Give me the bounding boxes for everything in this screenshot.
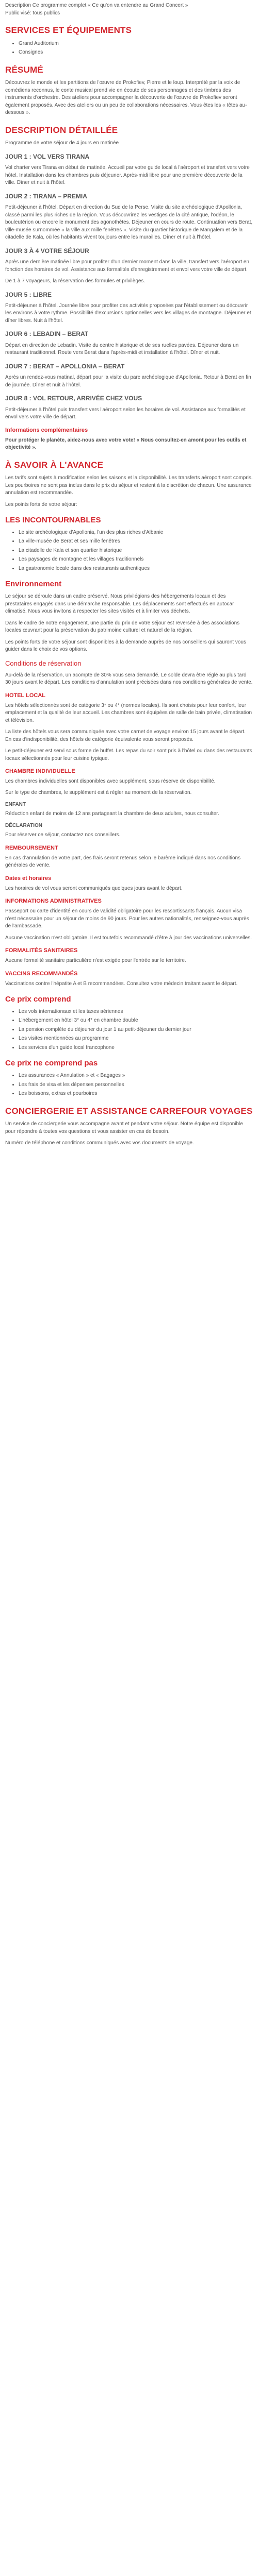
intro-line: Description Ce programme complet « Ce qu'on va entendre au Grand Concert » xyxy=(5,3,188,8)
assistance-text: Un service de conciergerie vous accompagne avant et pendant votre séjour. Notre équipe est disponible pour répondre à toutes vos questions et vous assister en cas de besoin. xyxy=(5,1121,243,1134)
services-list xyxy=(5,40,253,57)
inclus-text: Les points forts de votre séjour: xyxy=(5,501,77,507)
heures-text: Les horaires de vol vous seront communiqués quelques jours avant le départ. xyxy=(5,885,183,891)
day-title: JOUR 5 : LIBRE xyxy=(5,291,52,298)
intro xyxy=(5,2,253,17)
environnement-text: Les points forts de votre séjour sont disponibles à la demande auprès de nos conseillers qui sauront vous guider dans le choix de vos options. xyxy=(5,639,246,653)
list-item: • Les boissons, extras et pourboires xyxy=(19,1090,253,1098)
list-item: • La gastronomie locale dans des restaurants authentiques xyxy=(19,565,253,573)
assistance-title: CONCIERGERIE ET ASSISTANCE CARREFOUR VOYAGES xyxy=(5,1106,253,1116)
list-item: • Les frais de visa et les dépenses personnelles xyxy=(19,1081,253,1089)
note-text: Pour protéger le planète, aidez-nous avec votre vote! « Nous consultez-en amont pour les outils et objectivité ». xyxy=(5,437,247,451)
informations-text: Aucune vaccination n'est obligatoire. Il est toutefois recommandé d'être à jour des vaccinations universelles. xyxy=(5,935,252,941)
inclus-text: Les tarifs sont sujets à modification selon les saisons et la disponibilité. Les transferts aéroport sont compris. Les pourboires ne sont pas inclus dans le prix du séjour et restent à la discrétion de chacun. Une assurance annulation est recommandée. xyxy=(5,475,253,496)
page-content xyxy=(5,2,253,1147)
list-item: • Les paysages de montagne et les villages traditionnels xyxy=(19,556,253,564)
environnement-title: Environnement xyxy=(5,580,62,589)
list-item: • Le site archéologique d'Apollonia, l'un des plus riches d'Albanie xyxy=(19,529,253,537)
note-title: Informations complémentaires xyxy=(5,427,88,433)
incontournables-title: LES INCONTOURNABLES xyxy=(5,516,101,525)
day-title: JOUR 1 : VOL VERS TIRANA xyxy=(5,152,90,160)
day-title: JOUR 3 À 4 VOTRE SÉJOUR xyxy=(5,247,89,255)
list-item: • Les vols internationaux et les taxes aériennes xyxy=(19,1008,253,1016)
resume-title: RÉSUMÉ xyxy=(5,64,43,75)
day-text: Vol charter vers Tirana en début de matinée. Accueil par votre guide local à l'aéroport et transfert vers votre hôtel. Installation dans les chambres puis déjeuner. Après-midi libre pour une première découverte de la ville. Dîner et nuit à l'hôtel. xyxy=(5,165,250,186)
list-item: • Grand Auditorium xyxy=(19,40,253,48)
vaccins-text: Vaccinations contre l'hépatite A et B recommandées. Consultez votre médecin traitant avant le départ. xyxy=(5,980,238,987)
remboursement-title: REMBOURSEMENT xyxy=(5,844,58,851)
formalites-text: Aucune formalité sanitaire particulière n'est exigée pour l'entrée sur le territoire. xyxy=(5,958,186,964)
list-item: • L'hébergement en hôtel 3* ou 4* en chambre double xyxy=(19,1017,253,1025)
incontournables-list xyxy=(5,529,253,573)
day-title: JOUR 2 : TIRANA – PREMIA xyxy=(5,192,87,200)
remboursement-text: En cas d'annulation de votre part, des frais seront retenus selon le barème indiqué dans nos conditions générales de vente. xyxy=(5,855,241,869)
day-text: Départ en direction de Lebadin. Visite du centre historique et de ses ruelles pavées. Déjeuner dans un restaurant traditionnel. Route vers Berat dans l'après-midi et installation à l'hôtel. Dîner et nuit. xyxy=(5,342,239,356)
chambre-text: Sur le type de chambres, le supplément est à régler au moment de la réservation. xyxy=(5,790,192,796)
day-text: Après une dernière matinée libre pour profiter d'un dernier moment dans la ville, transfert vers l'aéroport en fonction des horaires de vol. Assistance aux formalités d'enregistrement et envol vers votre ville de départ. xyxy=(5,259,249,273)
day-title: JOUR 7 : BERAT – APOLLONIA – BERAT xyxy=(5,362,125,370)
day-text: Après un rendez-vous matinal, départ pour la visite du parc archéologique d'Apollonia. Retour à Berat en fin de journée. Dîner et nuit à l'hôtel. xyxy=(5,375,251,388)
day-text: De 1 à 7 voyageurs, la réservation des formules et privilèges. xyxy=(5,278,146,284)
list-item: • Les assurances « Annulation » et « Bagages » xyxy=(19,1072,253,1080)
logistique-title: Conditions de réservation xyxy=(5,659,82,667)
formalites-title: FORMALITÉS SANITAIRES xyxy=(5,947,78,954)
chambre-title: CHAMBRE INDIVIDUELLE xyxy=(5,768,75,775)
logistique-text: Au-delà de la réservation, un acompte de 30% vous sera demandé. Le solde devra être réglé au plus tard 30 jours avant le départ. Les conditions d'annulation sont précisées dans nos conditions générales de vente. xyxy=(5,672,253,686)
assistance-text: Numéro de téléphone et conditions communiqués avec vos documents de voyage. xyxy=(5,1140,194,1146)
vaccins-title: VACCINS RECOMMANDÉS xyxy=(5,970,78,977)
resume-text: Découvrez le monde et les partitions de l'œuvre de Prokofiev, Pierre et le loup. Interprété par la voix de comédiens reconnus, le conte musical prend vie en écoute de ses personnages et des timbres des instruments d'orchestre. Des ateliers pour accompagner la découverte de l'œuvre de Prokofiev seront également proposés. Avec des ateliers ou un peu de collaborations nécessaires. Vous êtes les « têtes au-dessous ». xyxy=(5,80,247,116)
list-item: • La pension complète du déjeuner du jour 1 au petit-déjeuner du dernier jour xyxy=(19,1026,253,1034)
day-title: JOUR 6 : LEBADIN – BERAT xyxy=(5,330,89,338)
informations-title: INFORMATIONS ADMINISTRATIVES xyxy=(5,898,102,905)
chambre-text: Les chambres individuelles sont disponibles avec supplément, sous réserve de disponibilité. xyxy=(5,778,216,784)
heures-title: Dates et horaires xyxy=(5,875,52,882)
day-title: JOUR 8 : VOL RETOUR, ARRIVÉE CHEZ VOUS xyxy=(5,395,142,402)
services-title: SERVICES ET ÉQUIPEMENTS xyxy=(5,25,132,35)
hotel-title: HOTEL LOCAL xyxy=(5,692,46,699)
hotel-text: Le petit-déjeuner est servi sous forme de buffet. Les repas du soir sont pris à l'hôtel ou dans des restaurants locaux sélectionnés pour leur cuisine typique. xyxy=(5,748,252,761)
environnement-text: Le séjour se déroule dans un cadre préservé. Nous privilégions des hébergements locaux et des prestataires engagés dans une démarche responsable. Les déplacements sont effectués en autocar climatisé. Nous vous invitons à respecter les sites visités et à limiter vos déchets. xyxy=(5,594,234,615)
enfant-label: ENFANT xyxy=(5,801,26,807)
prix-comprend-list xyxy=(5,1008,253,1052)
declaration-text: Pour réserver ce séjour, contactez nos conseillers. xyxy=(5,832,121,838)
day-text: Petit-déjeuner à l'hôtel. Départ en direction du Sud de la Perse. Visite du site archéologique d'Apollonia, classé parmi les plus riches de la région. Vous découvrirez les vestiges de la cité antique, l'odéon, le bouleutérion ou encore le monument des agonothètes. Déjeuner en cours de route. Continuation vers Berat, ville-musée surnommée « la ville aux mille fenêtres ». Visite du quartier historique de Mangalem et de la citadelle de Kala, où les habitants vivent toujours entre les murailles. Dîner et nuit à l'hôtel. xyxy=(5,205,253,241)
prix-comprend-title: Ce prix comprend xyxy=(5,995,71,1004)
declaration-label: DÉCLARATION xyxy=(5,822,43,828)
list-item: • La ville-musée de Berat et ses mille fenêtres xyxy=(19,538,253,546)
informations-text: Passeport ou carte d'identité en cours de validité obligatoire pour les ressortissants français. Aucun visa n'est nécessaire pour un séjour de moins de 90 jours. Pour les autres nationalités, renseignez-vous auprès de l'ambassade. xyxy=(5,908,249,929)
prix-ne-comprend-list xyxy=(5,1072,253,1098)
environnement-text: Dans le cadre de notre engagement, une partie du prix de votre séjour est reversée à des associations locales œuvrant pour la préservation du patrimoine culturel et naturel de la région. xyxy=(5,620,240,634)
programme-intro: Programme de votre séjour de 4 jours en matinée xyxy=(5,140,119,146)
inclus-title: À SAVOIR À L'AVANCE xyxy=(5,460,104,470)
hotel-text: Les hôtels sélectionnés sont de catégorie 3* ou 4* (normes locales). Ils sont choisis pour leur confort, leur emplacement et la qualité de leur accueil. Les chambres sont équipées de salle de bain privée, climatisation et télévision. xyxy=(5,702,252,723)
day-text: Petit-déjeuner à l'hôtel. Journée libre pour profiter des activités proposées par l'établissement ou découvrir les environs à votre rythme. Possibilité d'excursions optionnelles vers les villages de montagne. Déjeuner et dîner libres. Nuit à l'hôtel. xyxy=(5,302,251,324)
day-text: Petit-déjeuner à l'hôtel puis transfert vers l'aéroport selon les horaires de vol. Assistance aux formalités et envol vers votre ville de départ. xyxy=(5,406,246,420)
list-item: • Les visites mentionnées au programme xyxy=(19,1035,253,1043)
description-title: DESCRIPTION DÉTAILLÉE xyxy=(5,125,118,135)
list-item: • Consignes xyxy=(19,49,253,57)
list-item: • Les services d'un guide local francophone xyxy=(19,1044,253,1052)
hotel-text: La liste des hôtels vous sera communiquée avec votre carnet de voyage environ 15 jours avant le départ. En cas d'indisponibilité, des hôtels de catégorie équivalente vous seront proposés. xyxy=(5,729,246,742)
list-item: • La citadelle de Kala et son quartier historique xyxy=(19,547,253,555)
prix-ne-comprend-title: Ce prix ne comprend pas xyxy=(5,1059,98,1068)
enfant-text: Réduction enfant de moins de 12 ans partageant la chambre de deux adultes, nous consulter. xyxy=(5,811,219,817)
intro-line: Public visé: tous publics xyxy=(5,10,60,16)
